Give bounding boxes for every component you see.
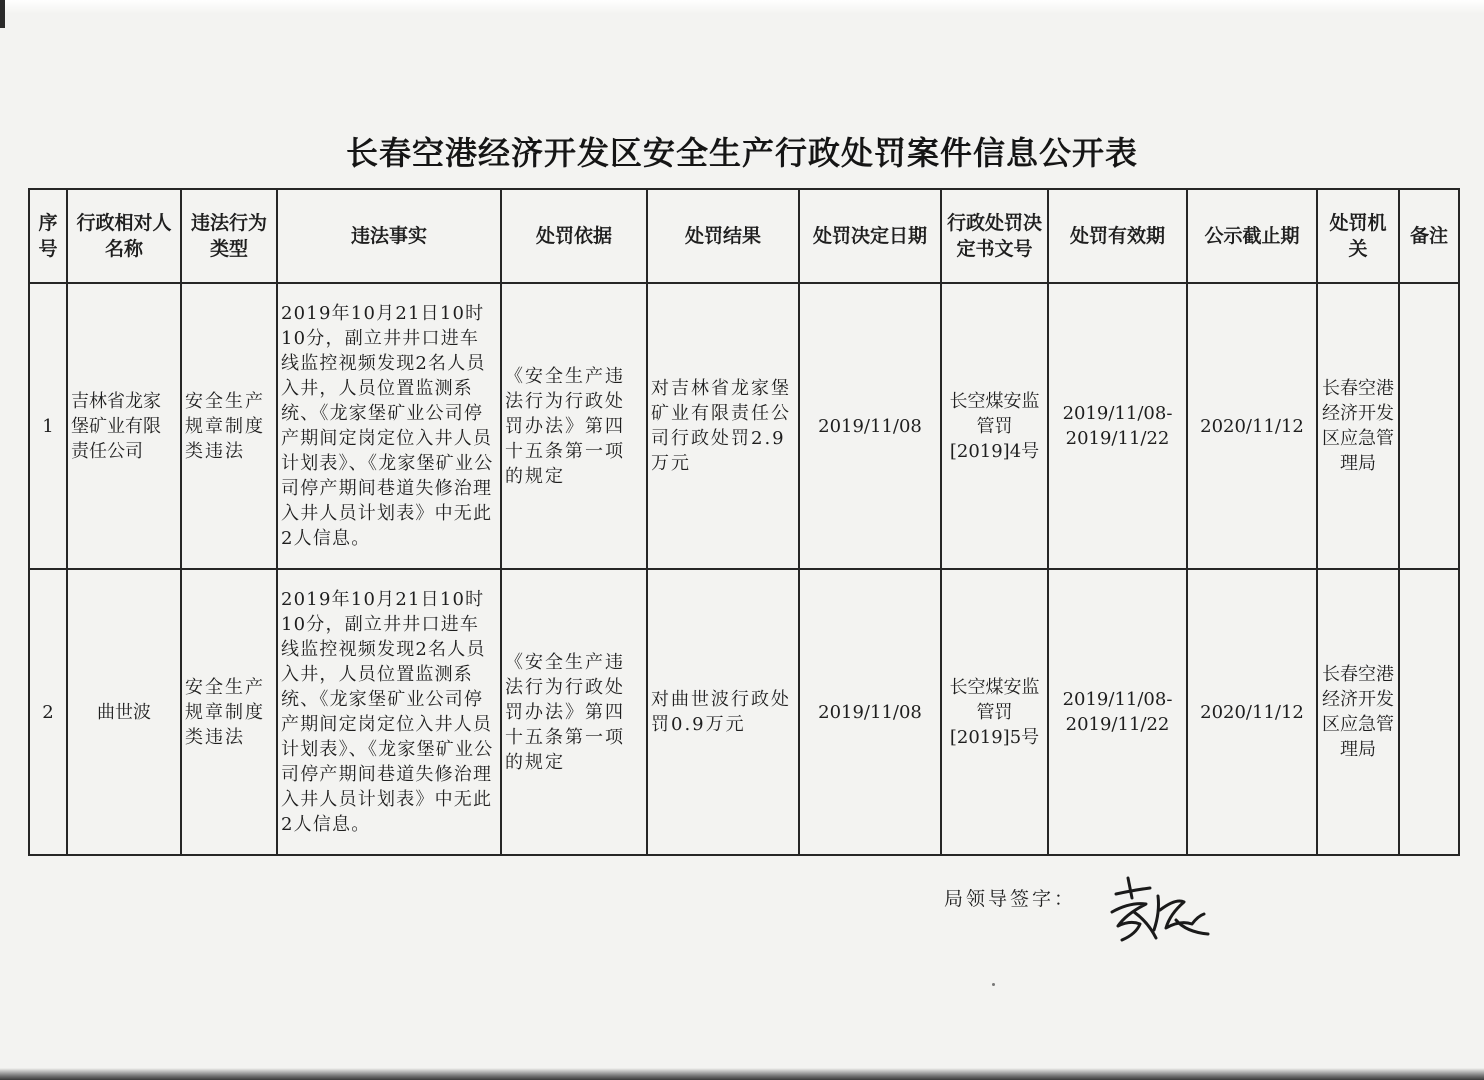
cell-penalty-basis: 《安全生产违法行为行政处罚办法》第四十五条第一项的规定 xyxy=(501,283,647,569)
cell-party-name: 曲世波 xyxy=(67,569,181,855)
cell-publicity-deadline: 2020/11/12 xyxy=(1187,283,1317,569)
document-title: 长春空港经济开发区安全生产行政处罚案件信息公开表 xyxy=(345,134,1138,172)
header-decision-doc-no: 行政处罚决定书文号 xyxy=(941,189,1048,283)
cell-authority: 长春空港经济开发区应急管理局 xyxy=(1317,283,1399,569)
cell-authority: 长春空港经济开发区应急管理局 xyxy=(1317,569,1399,855)
table-header-row xyxy=(29,189,1459,283)
cell-violation-facts: 2019年10月21日10时10分，副立井井口进车线监控视频发现2名人员入井，人员位置监测系统、《龙家堡矿业公司停产期间定岗定位入井人员计划表》、《龙家堡矿业公司停产期间巷道失修治理入井人员计划表》中无此2人信息。 xyxy=(277,283,501,569)
header-authority: 处罚机关 xyxy=(1317,189,1399,283)
cell-decision-doc-no: 长空煤安监管罚[2019]4号 xyxy=(941,283,1048,569)
cell-decision-date: 2019/11/08 xyxy=(799,283,941,569)
header-validity-period: 处罚有效期 xyxy=(1048,189,1187,283)
header-penalty-basis: 处罚依据 xyxy=(501,189,647,283)
cell-decision-doc-no: 长空煤安监管罚[2019]5号 xyxy=(941,569,1048,855)
cell-validity-period: 2019/11/08-2019/11/22 xyxy=(1048,283,1187,569)
signature-label: 局领导签字： xyxy=(944,888,1077,910)
cell-remark xyxy=(1399,569,1459,855)
header-decision-date: 处罚决定日期 xyxy=(799,189,941,283)
header-party-name: 行政相对人名称 xyxy=(67,189,181,283)
cell-party-name: 吉林省龙家堡矿业有限责任公司 xyxy=(67,283,181,569)
cell-publicity-deadline: 2020/11/12 xyxy=(1187,569,1317,855)
scan-bottom-edge xyxy=(0,1068,1484,1080)
header-penalty-result: 处罚结果 xyxy=(647,189,799,283)
cell-penalty-basis: 《安全生产违法行为行政处罚办法》第四十五条第一项的规定 xyxy=(501,569,647,855)
scan-speck xyxy=(992,983,995,986)
handwritten-signature xyxy=(1100,868,1212,948)
cell-validity-period: 2019/11/08-2019/11/22 xyxy=(1048,569,1187,855)
header-violation-type: 违法行为类型 xyxy=(181,189,277,283)
cell-serial-no: 1 xyxy=(29,283,67,569)
cell-decision-date: 2019/11/08 xyxy=(799,569,941,855)
cell-violation-type: 安全生产规章制度类违法 xyxy=(181,283,277,569)
cell-violation-type: 安全生产规章制度类违法 xyxy=(181,569,277,855)
cell-remark xyxy=(1399,283,1459,569)
header-serial-no: 序号 xyxy=(29,189,67,283)
header-remark: 备注 xyxy=(1399,189,1459,283)
cell-serial-no: 2 xyxy=(29,569,67,855)
table-row xyxy=(29,569,1459,855)
table-row xyxy=(29,283,1459,569)
cell-penalty-result: 对吉林省龙家堡矿业有限责任公司行政处罚2.9万元 xyxy=(647,283,799,569)
header-violation-facts: 违法事实 xyxy=(277,189,501,283)
cell-penalty-result: 对曲世波行政处罚0.9万元 xyxy=(647,569,799,855)
scan-top-edge xyxy=(0,0,1484,14)
penalty-info-table xyxy=(28,188,1460,856)
scan-left-mark xyxy=(0,0,5,28)
header-publicity-deadline: 公示截止期 xyxy=(1187,189,1317,283)
cell-violation-facts: 2019年10月21日10时10分，副立井井口进车线监控视频发现2名人员入井，人员位置监测系统、《龙家堡矿业公司停产期间定岗定位入井人员计划表》、《龙家堡矿业公司停产期间巷道失修治理入井人员计划表》中无此2人信息。 xyxy=(277,569,501,855)
